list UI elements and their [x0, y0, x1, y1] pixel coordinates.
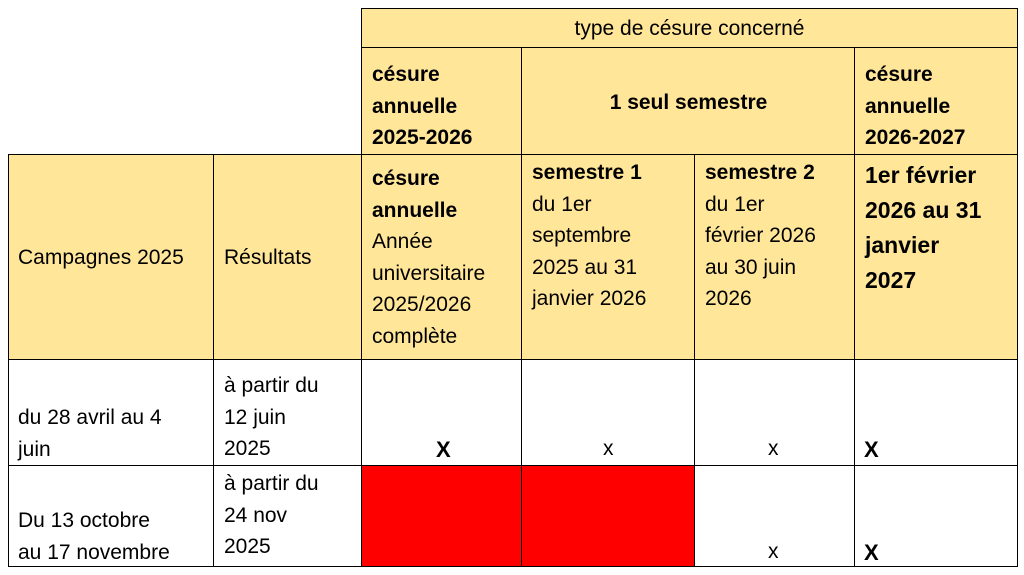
row1-resultats: à partir du 12 juin 2025	[224, 374, 319, 460]
unavailable-annuelle-cell	[362, 466, 522, 567]
col-semestre2-header: semestre 2 du 1er février 2026 au 30 juin 2026	[705, 161, 816, 310]
row2-campagne: Du 13 octobre au 17 novembre	[18, 509, 170, 564]
row2-resultats: à partir du 24 nov 2025	[224, 472, 319, 558]
campagnes-header: Campagnes 2025	[18, 246, 184, 269]
resultats-header: Résultats	[224, 246, 312, 269]
row2-mark-semestre2: x	[768, 540, 779, 563]
row1-mark-semestre2: x	[768, 437, 779, 460]
row1-mark-annuelle: X	[436, 437, 451, 462]
col-semestre1-header: semestre 1 du 1er septembre 2025 au 31 janvier 2026	[532, 161, 647, 310]
row1-mark-semestre1: x	[603, 437, 614, 460]
annuelle-2025-label: césure annuelle 2025-2026	[372, 63, 473, 149]
row1-mark-fevrier: X	[864, 437, 879, 462]
type-cesure-title: type de césure concerné	[574, 17, 805, 40]
seul-semestre-label: 1 seul semestre	[609, 91, 768, 114]
row2-mark-fevrier: X	[864, 540, 879, 565]
col-annuelle-header: césure annuelle Année universitaire 2025/2026 complète	[372, 167, 486, 348]
annuelle-2026-label: césure annuelle 2026-2027	[865, 63, 966, 149]
row1-campagne: du 28 avril au 4 juin	[18, 406, 162, 461]
col-fevrier-header: 1er février 2026 au 31 janvier 2027	[865, 162, 982, 293]
unavailable-semestre1-cell	[522, 466, 695, 567]
